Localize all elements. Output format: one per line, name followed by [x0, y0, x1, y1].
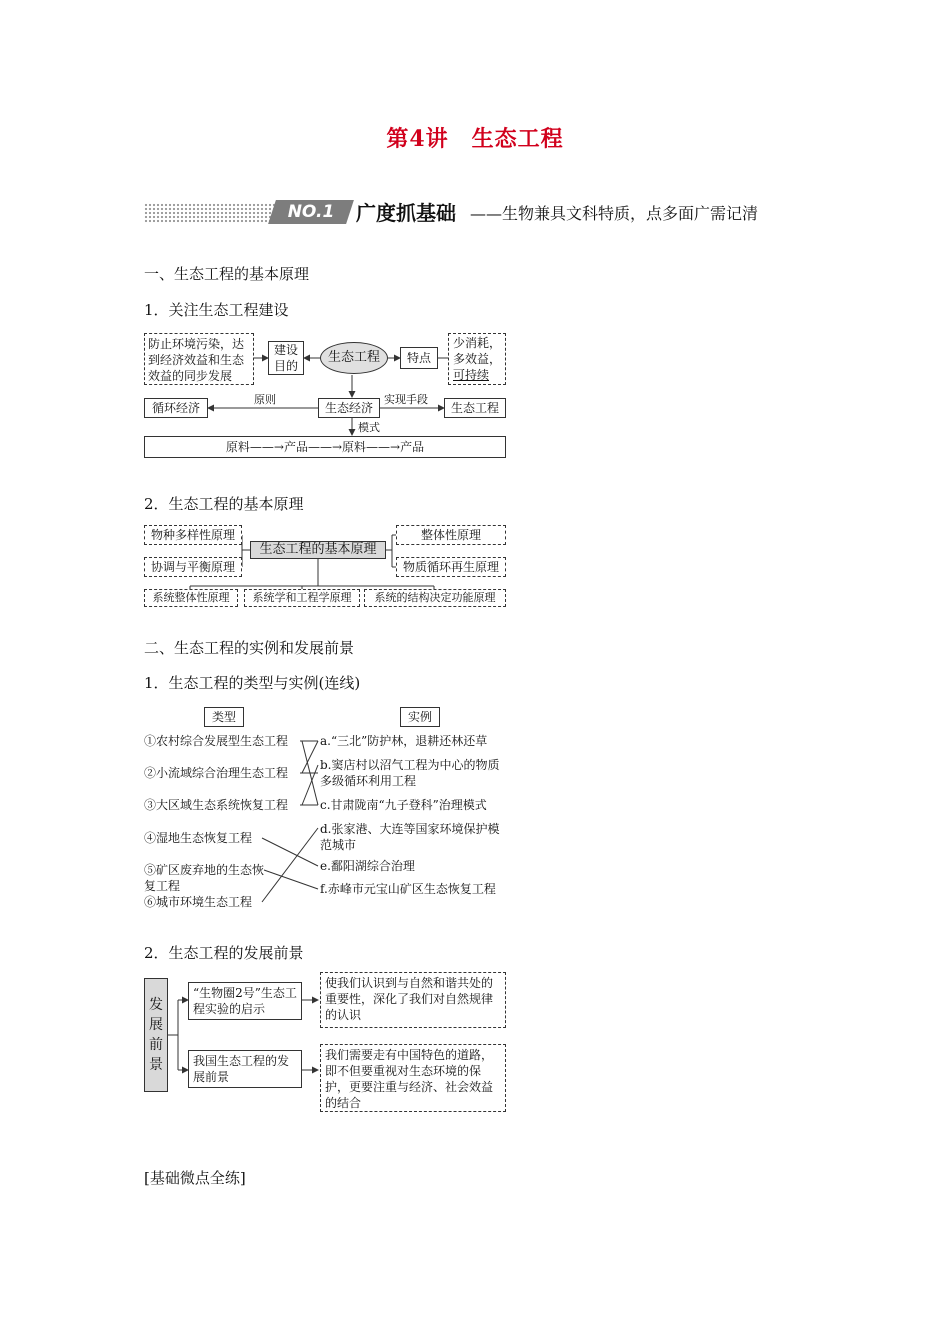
trait-1: 少消耗， [453, 336, 502, 350]
means-label: 实现手段 [384, 393, 428, 406]
traits-box [448, 333, 506, 385]
example-e: e.鄱阳湖综合治理 [320, 859, 415, 873]
example-f: f.赤峰市元宝山矿区生态恢复工程 [320, 882, 496, 896]
prospect-text-2: 我们需要走有中国特色的道路，即不但要重视对生态环境的保护，更要注重与经济、社会效益的结合 [320, 1044, 506, 1112]
flow-box: 原料——→产品——→原料——→产品 [144, 436, 506, 458]
banner-badge-text: NO.1 [287, 202, 335, 222]
example-b: b.窦店村以沼气工程为中心的物质多级循环利用工程 [320, 758, 500, 788]
example-c: c.甘肃陇南“九子登科”治理模式 [320, 798, 487, 812]
principle-bottom-2: 系统学和工程学原理 [244, 589, 360, 607]
type-3: ③大区域生态系统恢复工程 [144, 798, 289, 812]
subheading-1-2: 2．生态工程的基本原理 [144, 495, 304, 513]
mode-label: 模式 [358, 421, 380, 434]
center-ellipse: 生态工程 [320, 342, 388, 374]
principle-left-2: 协调与平衡原理 [144, 557, 242, 577]
page-title: 第4讲 生态工程 [386, 126, 564, 152]
type-4: ④湿地生态恢复工程 [144, 831, 253, 845]
principle-left-1: 物种多样性原理 [144, 525, 242, 545]
principle-label: 原则 [254, 393, 276, 406]
principles-center-box: 生态工程的基本原理 [250, 541, 386, 559]
footer-label: [基础微点全练] [144, 1169, 246, 1187]
principle-bottom-3: 系统的结构决定功能原理 [364, 589, 506, 607]
cycle-box: 循环经济 [144, 398, 208, 418]
principle-right-1: 整体性原理 [396, 525, 506, 545]
trait-3: 可持续 [453, 368, 490, 382]
banner-title: 广度抓基础 [356, 201, 456, 225]
section-heading-2: 二、生态工程的实例和发展前景 [144, 639, 355, 657]
subheading-2-2: 2．生态工程的发展前景 [144, 944, 304, 962]
example-d: d.张家港、大连等国家环境保护模范城市 [320, 822, 500, 852]
trait-2: 多效益， [453, 352, 502, 366]
types-header: 类型 [204, 707, 244, 727]
subheading-1-1: 1．关注生态工程建设 [144, 301, 289, 319]
banner-subtitle: ——生物兼具文科特质，点多面广需记清 [470, 204, 759, 223]
eng-box: 生态工程 [444, 398, 506, 418]
principle-bottom-1: 系统整体性原理 [144, 589, 238, 607]
subheading-2-1: 1．生态工程的类型与实例(连线) [144, 674, 361, 692]
eco-box: 生态经济 [318, 398, 380, 418]
section-heading-1: 一、生态工程的基本原理 [144, 265, 310, 283]
prospect-label: 发展前景 [144, 978, 168, 1092]
example-a: a.“三北”防护林，退耕还林还草 [320, 734, 488, 748]
purpose-box: 建设目的 [268, 341, 304, 375]
feature-box: 特点 [400, 347, 438, 369]
type-5: ⑤矿区废弃地的生态恢复工程 [144, 863, 265, 893]
goal-box: 防止环境污染，达到经济效益和生态效益的同步发展 [144, 333, 254, 385]
prospect-item-2: 我国生态工程的发展前景 [188, 1050, 302, 1088]
examples-header: 实例 [400, 707, 440, 727]
prospect-item-1: “生物圈2号”生态工程实验的启示 [188, 982, 302, 1020]
type-6: ⑥城市环境生态工程 [144, 895, 253, 909]
type-1: ①农村综合发展型生态工程 [144, 734, 289, 748]
prospect-text-1: 使我们认识到与自然和谐共处的重要性，深化了我们对自然规律的认识 [320, 972, 506, 1028]
principle-right-2: 物质循环再生原理 [396, 557, 506, 577]
type-2: ②小流域综合治理生态工程 [144, 766, 289, 780]
